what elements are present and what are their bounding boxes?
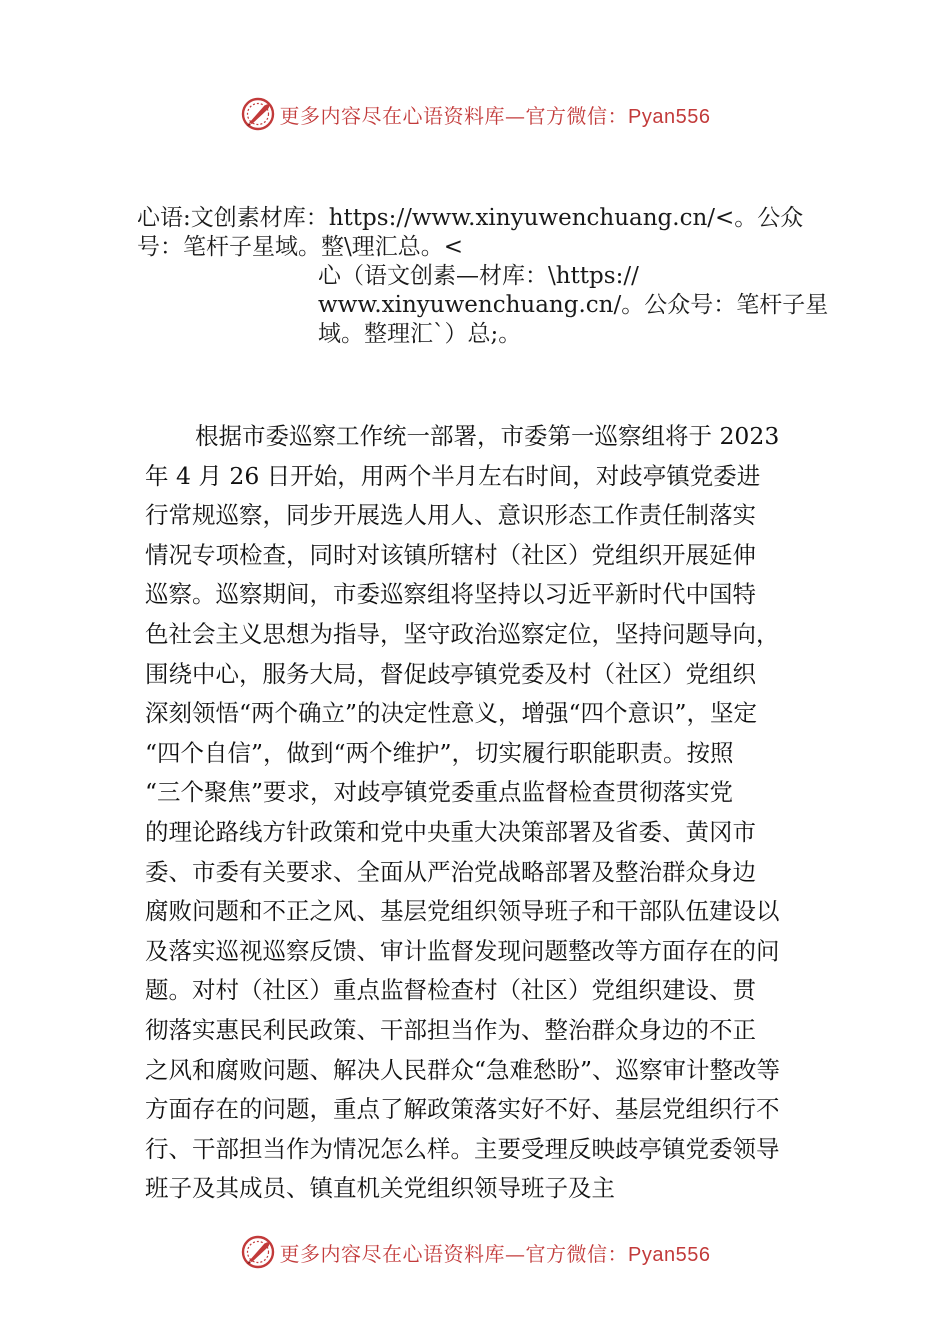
body-line: “三个聚焦”要求，对歧亭镇党委重点监督检查贯彻落实党 <box>145 778 734 807</box>
body-line: 方面存在的问题，重点了解政策落实好不好、基层党组织行不 <box>145 1095 780 1124</box>
source-line: 心语:文创素材库：https://www.xinyuwenchuang.cn/<。公众 <box>137 205 804 231</box>
banner-label: 更多内容尽在心语资料库—官方微信： <box>279 103 629 128</box>
body-line: 巡察。巡察期间，市委巡察组将坚持以习近平新时代中国特 <box>145 580 756 609</box>
body-line: 之风和腐败问题、解决人民群众“急难愁盼”、巡察审计整改等 <box>145 1055 781 1084</box>
wechat-handle: Pyan556 <box>628 1243 711 1266</box>
quill-pen-seal-icon <box>240 96 276 132</box>
banner-text <box>280 1238 711 1267</box>
body-line: 腐败问题和不正之风、基层党组织领导班子和干部队伍建设以 <box>145 897 780 926</box>
body-line: 的理论路线方针政策和党中央重大决策部署及省委、黄冈市 <box>145 817 756 846</box>
body-line: 委、市委有关要求、全面从严治党战略部署及整治群众身边 <box>145 857 756 886</box>
banner-text <box>280 100 711 129</box>
body-line: 深刻领悟“两个确立”的决定性意义，增强“四个意识”，坚定 <box>145 699 758 728</box>
body-line: 年 4 月 26 日开始，用两个半月左右时间，对歧亭镇党委进 <box>145 461 761 490</box>
quill-pen-seal-icon <box>240 1234 276 1270</box>
source-line-indented: 心（语文创素—材库：\https:// <box>318 263 639 289</box>
body-line: 色社会主义思想为指导，坚守政治巡察定位，坚持问题导向， <box>145 619 780 648</box>
source-notice <box>137 204 837 349</box>
body-paragraph <box>145 417 823 1209</box>
body-line: 题。对村（社区）重点监督检查村（社区）党组织建设、贯 <box>145 976 756 1005</box>
wechat-handle: Pyan556 <box>628 105 711 128</box>
banner-label: 更多内容尽在心语资料库—官方微信： <box>279 1241 629 1266</box>
body-line: 班子及其成员、镇直机关党组织领导班子及主 <box>145 1174 615 1203</box>
body-line: 行常规巡察，同步开展选人用人、意识形态工作责任制落实 <box>145 501 756 530</box>
body-line: 情况专项检查，同时对该镇所辖村（社区）党组织开展延伸 <box>145 540 756 569</box>
body-line: 及落实巡视巡察反馈、审计监督发现问题整改等方面存在的问 <box>145 936 780 965</box>
body-line: “四个自信”，做到“两个维护”，切实履行职能职责。按照 <box>145 738 734 767</box>
body-line: 围绕中心，服务大局，督促歧亭镇党委及村（社区）党组织 <box>145 659 756 688</box>
header-banner <box>0 94 950 134</box>
body-line: 彻落实惠民利民政策、干部担当作为、整治群众身边的不正 <box>145 1015 756 1044</box>
source-line: 号：笔杆子星域。整\理汇总。< <box>137 234 464 260</box>
source-line-indented: 域。整理汇`）总;。 <box>318 321 522 347</box>
body-line: 根据市委巡察工作统一部署，市委第一巡察组将于 2023 <box>195 422 780 450</box>
body-line: 行、干部担当作为情况怎么样。主要受理反映歧亭镇党委领导 <box>145 1134 780 1163</box>
source-line-indented: www.xinyuwenchuang.cn/。公众号：笔杆子星 <box>318 292 829 318</box>
footer-banner <box>0 1232 950 1272</box>
